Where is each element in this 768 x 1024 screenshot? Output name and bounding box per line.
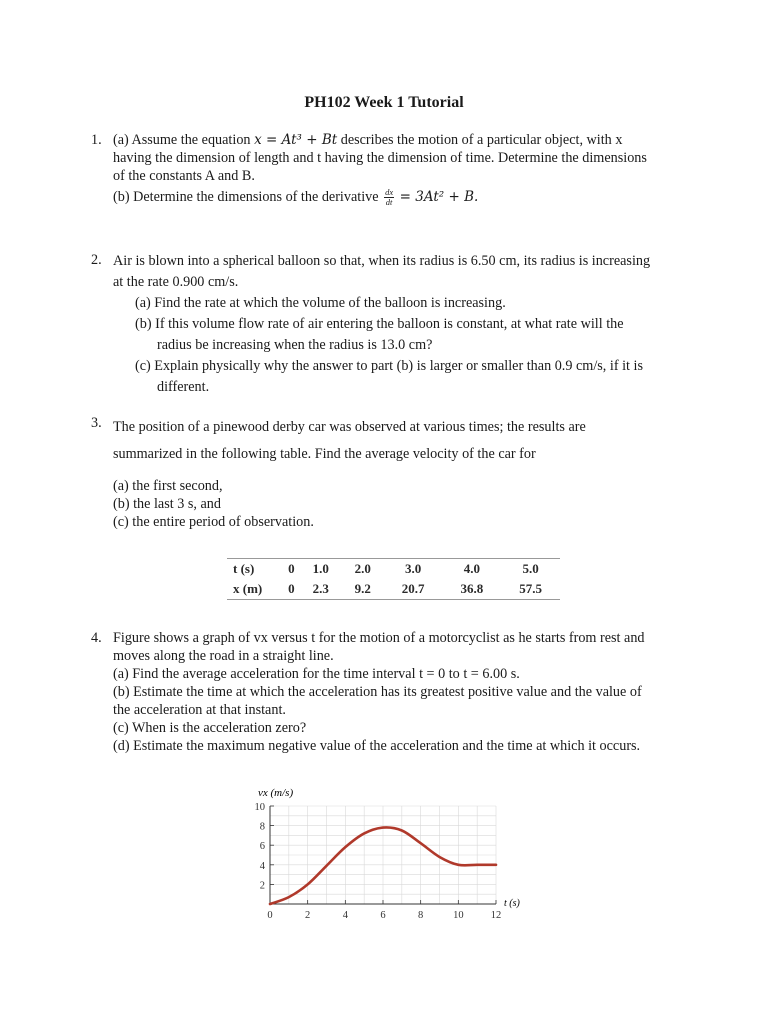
y-tick-label: 2: [259, 880, 265, 892]
q2-line1: Air is blown into a spherical balloon so that, when its radius is 6.50 cm, its radius is increasing: [113, 253, 651, 269]
q2-part-c-line1: (c) Explain physically why the answer to part (b) is larger or smaller than 0.9 cm/s, if it is: [135, 358, 643, 374]
velocity-time-chart: [240, 780, 540, 930]
question-number: 1.: [91, 132, 102, 148]
table-cell: 1.0: [312, 561, 329, 576]
position-table: [227, 558, 560, 600]
x-tick-label: 2: [305, 910, 311, 921]
y-axis-label: vx (m/s): [258, 787, 294, 799]
q3-part-b: (b) the last 3 s, and: [113, 496, 221, 512]
chart-grid: [270, 806, 496, 904]
q4-part-c: (c) When is the acceleration zero?: [113, 720, 307, 736]
table-cell: 0: [288, 581, 295, 596]
q1-a-text: (a) Assume the equation: [113, 132, 251, 148]
question-number: 2.: [91, 252, 102, 268]
q4-line2: moves along the road in a straight line.: [113, 648, 334, 664]
table-cell: 4.0: [463, 561, 480, 576]
q1-a-line1: [113, 131, 681, 149]
q3-line1: The position of a pinewood derby car was observed at various times; the results are: [113, 419, 586, 435]
q1-equation: x = At³ + Bt: [254, 132, 338, 148]
x-tick-label: 8: [418, 910, 424, 921]
y-tick-label: 10: [254, 802, 265, 813]
table-cell: 20.7: [401, 581, 425, 596]
q4-part-a: (a) Find the average acceleration for the time interval t = 0 to t = 6.00 s.: [113, 666, 520, 682]
q1-b-text: (b) Determine the dimensions of the derivative: [113, 189, 379, 205]
page-title: PH102 Week 1 Tutorial: [304, 94, 464, 111]
q2-part-c-line2: different.: [157, 379, 210, 395]
question-number: 3.: [91, 415, 102, 431]
x-tick-label: 6: [380, 910, 386, 921]
table-cell: 2.3: [312, 581, 329, 596]
table-cell: 57.5: [519, 581, 542, 596]
table-row: [227, 559, 560, 580]
table-cell: 2.0: [354, 561, 371, 576]
y-tick-label: 8: [259, 821, 265, 833]
x-tick-label: 10: [453, 910, 464, 921]
q4-part-b-line2: the acceleration at that instant.: [113, 702, 286, 718]
q1-derivative-fraction: [384, 188, 394, 207]
x-tick-label: 4: [342, 910, 348, 921]
chart-ticks: [255, 802, 502, 921]
q2-part-b-line1: (b) If this volume flow rate of air entering the balloon is constant, at what rate will the: [135, 316, 624, 332]
q1-a-text-cont: describes the motion of a particular object, with x: [340, 132, 623, 148]
table-cell: 0: [288, 561, 295, 576]
y-tick-label: 4: [259, 860, 265, 872]
table-cell: 36.8: [460, 581, 484, 596]
table-header-t: t (s): [233, 561, 255, 576]
table-header-x: x (m): [233, 581, 263, 596]
q4-part-b-line1: (b) Estimate the time at which the acceleration has its greatest positive value and the value of: [113, 684, 642, 700]
q1-a-line3: of the constants A and B.: [113, 168, 255, 184]
x-tick-label: 0: [267, 910, 273, 921]
x-axis-label: t (s): [504, 898, 520, 909]
q3-line2: summarized in the following table. Find the average velocity of the car for: [113, 446, 536, 462]
table-cell: 3.0: [404, 561, 422, 576]
q1-a-line2: having the dimension of length and t having the dimension of time. Determine the dimensions: [113, 150, 647, 166]
y-tick-label: 6: [259, 841, 265, 853]
question-number: 4.: [91, 630, 102, 646]
x-tick-label: 12: [490, 910, 502, 921]
table-cell: 5.0: [522, 561, 539, 576]
fraction-denominator: dt: [385, 197, 393, 208]
q2-part-b-line2: radius be increasing when the radius is 13.0 cm?: [157, 337, 433, 353]
q4-line1: Figure shows a graph of vx versus t for the motion of a motorcyclist as he starts from rest and: [113, 630, 645, 646]
q1-b-equation: = 3At² + B.: [399, 189, 479, 205]
table-row: [227, 579, 560, 600]
q3-part-a: (a) the first second,: [113, 478, 223, 494]
q2-line2: at the rate 0.900 cm/s.: [113, 274, 239, 290]
table-cell: 9.2: [354, 581, 371, 596]
q3-part-c: (c) the entire period of observation.: [113, 514, 314, 530]
q1-b-line: [113, 188, 681, 207]
fraction-numerator: dx: [385, 187, 394, 198]
q4-part-d: (d) Estimate the maximum negative value of the acceleration and the time at which it occurs.: [113, 738, 641, 754]
q2-part-a: (a) Find the rate at which the volume of the balloon is increasing.: [135, 295, 506, 311]
